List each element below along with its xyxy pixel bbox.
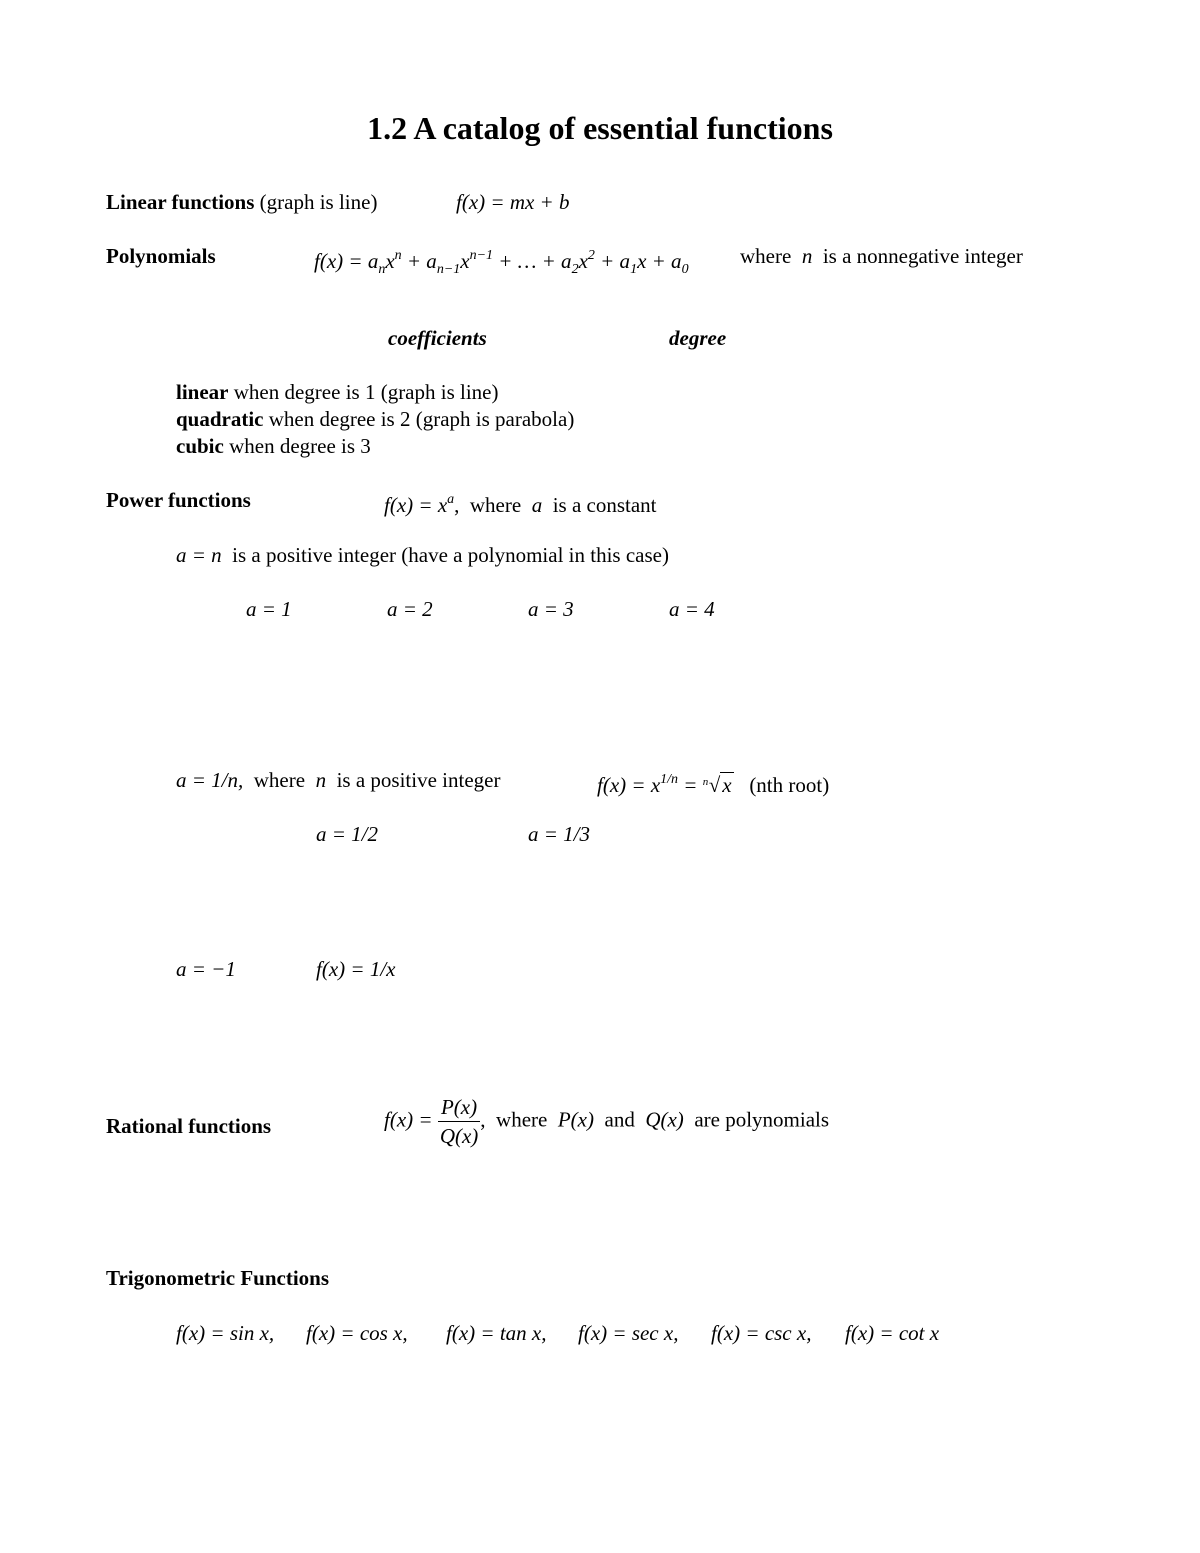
where-rest: is a constant [552, 493, 657, 517]
trig-function: f(x) = cos x, [306, 1321, 408, 1345]
root-formula: $f(x) = x^{1/n}$ = n √x (nth root) [597, 772, 830, 797]
power-value: a = 3 [528, 597, 574, 621]
power-value: a = 1/2 [316, 822, 379, 846]
poly-case-text: when degree is 3 [223, 434, 371, 458]
where-word: where [740, 244, 792, 268]
root-note: (nth root) [749, 773, 830, 797]
fraction-denominator: Q(x) [439, 1124, 479, 1148]
power-value: a = 2 [387, 597, 433, 621]
where-word: where [253, 768, 306, 792]
poly-case-term: linear [176, 380, 229, 404]
q-term: Q(x) [645, 1107, 684, 1132]
label-degree: degree [669, 326, 727, 350]
power-value: a = 4 [669, 597, 715, 621]
polynomial-where [740, 243, 1023, 269]
p-term: P(x) [557, 1107, 594, 1132]
linear-note: (graph is line) [254, 190, 378, 214]
case2-text: is a positive integer [336, 768, 501, 792]
where-word: where [496, 1107, 548, 1132]
poly-case-quadratic [176, 406, 574, 432]
polynomial-formula: $f(x) = a_nx^n + a_{n-1}x^{n-1}$ + … + $a_2x^2 + a_1x + a_0$ [314, 248, 689, 277]
n-var: n [801, 244, 813, 268]
trig-function: f(x) = sec x, [578, 1321, 679, 1345]
poly-case-term: cubic [176, 434, 224, 458]
poly-case-cubic [176, 433, 371, 459]
rational-rest: are polynomials [694, 1107, 830, 1132]
power-value: a = 1/3 [528, 822, 591, 846]
power-case3-lhs: a = −1 [176, 957, 236, 981]
poly-case-text: when degree is 2 (graph is parabola) [263, 407, 575, 431]
page-title: 1.2 A catalog of essential functions [367, 110, 833, 146]
trig-function: f(x) = sin x, [176, 1321, 275, 1345]
case1-lhs: a = n [176, 543, 222, 567]
power-value: a = 1 [246, 597, 292, 621]
case2-lhs: a = 1/n, [176, 768, 244, 792]
fraction-numerator: P(x) [438, 1094, 480, 1122]
linear-section [106, 189, 377, 215]
poly-case-text: when degree is 1 (graph is line) [228, 380, 499, 404]
n-var: n [315, 768, 327, 792]
rational-heading: Rational functions [106, 1114, 272, 1138]
label-coefficients: coefficients [388, 326, 487, 350]
trig-function: f(x) = csc x, [711, 1321, 812, 1345]
power-formula: $f(x) = x^a$, where a is a constant [384, 492, 657, 517]
where-rest: is a nonnegative integer [822, 244, 1023, 268]
power-case3-formula: f(x) = 1/x [316, 957, 396, 981]
power-case1 [176, 542, 669, 568]
power-case2 [176, 767, 500, 793]
poly-case-linear [176, 379, 499, 405]
power-heading: Power functions [106, 488, 251, 512]
case1-text: is a positive integer (have a polynomial in this case) [232, 543, 669, 567]
trig-function: f(x) = cot x [845, 1321, 940, 1345]
where-word: where [469, 493, 522, 517]
nth-root-symbol: n √x [702, 773, 732, 797]
trig-heading: Trigonometric Functions [106, 1266, 330, 1290]
polynomials-heading: Polynomials [106, 244, 216, 268]
trig-function: f(x) = tan x, [446, 1321, 547, 1345]
a-var: a [531, 493, 543, 517]
linear-formula: f(x) = mx + b [456, 190, 570, 214]
rational-fraction [438, 1094, 480, 1149]
linear-heading: Linear functions [106, 190, 255, 214]
poly-case-term: quadratic [176, 407, 264, 431]
and-word: and [604, 1107, 635, 1132]
rational-formula: f(x) = $\frac{P(x)}{Q(x)}$ , where P(x) and Q(x) are polynomials [384, 1095, 830, 1148]
